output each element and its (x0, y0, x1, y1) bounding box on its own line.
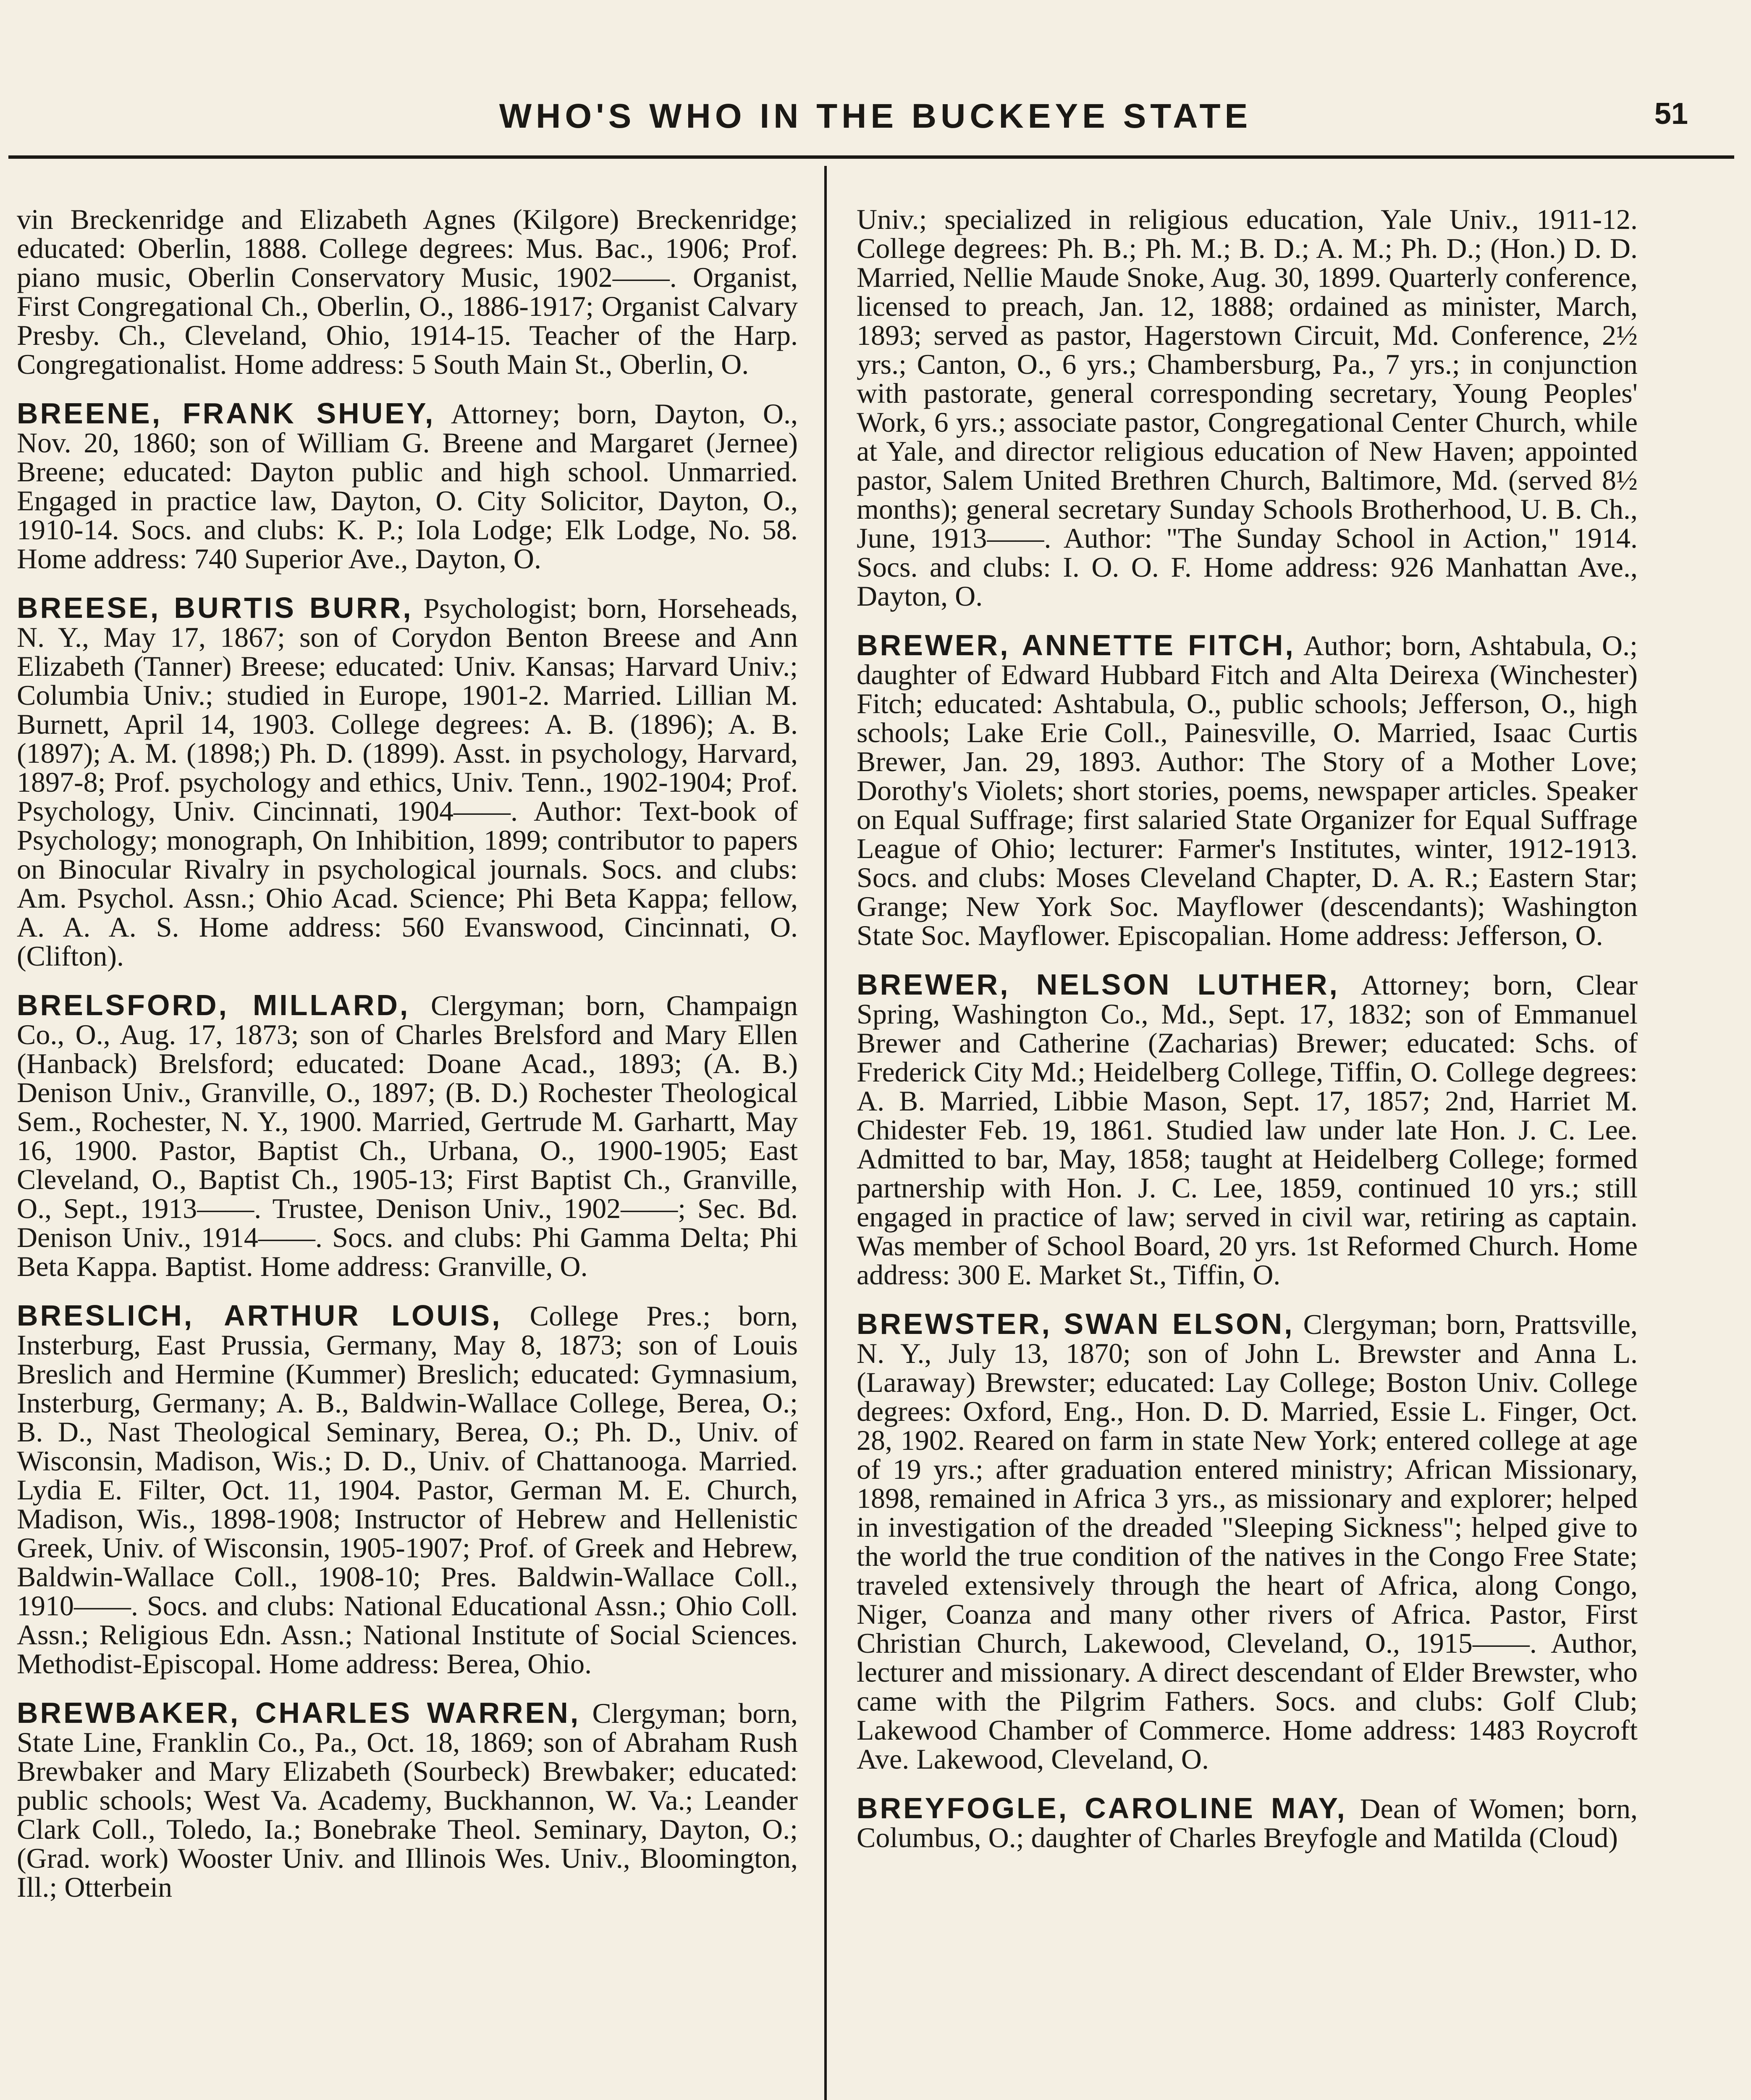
entry-text: vin Breckenridge and Elizabeth Agnes (Kilgore) Breckenridge; educated: Oberlin, 1888. College degrees: Mus. Bac., 1906; Prof. piano music, Oberlin Conservatory Music, 1902——. Organist, First Congregational Ch., Oberlin, O., 1886-1917; Organist Calvary Presby. Ch., Cleveland, Ohio, 1914-15. Teacher of the Harp. Congregationalist. Home address: 5 South Main St., Oberlin, O. (17, 205, 798, 380)
right-column (857, 205, 1638, 2100)
header-rule (8, 155, 1734, 159)
entry-name: BRELSFORD, MILLARD, (17, 989, 410, 1021)
entry-text: Dean of Women; born, Columbus, O.; daughter of Charles Breyfogle and Matilda (Cloud) (857, 1793, 1638, 1853)
entry-text: Attorney; born, Clear Spring, Washington Co., Md., Sept. 17, 1832; son of Emmanuel Brewer and Catherine (Zacharias) Brewer; educated: Schs. of Frederick City Md.; Heidelberg College, Tiffin, O. College degrees: A. B. Married, Libbie Mason, Sept. 17, 1857; 2nd, Harriet M. Chidester Feb. 19, 1861. Studied law under late Hon. J. C. Lee. Admitted to bar, May, 1858; taught at Heidelberg College; formed partnership with Hon. J. C. Lee, 1859, continued 10 yrs.; still engaged in practice of law; served in civil war, retiring as captain. Was member of School Board, 20 yrs. 1st Reformed Church. Home address: 300 E. Market St., Tiffin, O. (857, 969, 1638, 1291)
entry-breslich (17, 1301, 798, 1678)
column-divider (824, 166, 827, 2100)
entry-brewer-annette (857, 631, 1638, 950)
entry-text: College Pres.; born, Insterburg, East Prussia, Germany, May 8, 1873; son of Louis Breslich and Hermine (Kummer) Breslich; educated: Gymnasium, Insterburg, Germany; A. B., Baldwin-Wallace College, Berea, O.; B. D., Nast Theological Seminary, Berea, O.; Ph. D., Univ. of Wisconsin, Madison, Wis.; D. D., Univ. of Chattanooga. Married. Lydia E. Filter, Oct. 11, 1904. Pastor, German M. E. Church, Madison, Wis., 1898-1908; Instructor of Hebrew and Hellenistic Greek, Univ. of Wisconsin, 1905-1907; Prof. of Greek and Hebrew, Baldwin-Wallace Coll., 1908-10; Pres. Baldwin-Wallace Coll., 1910——. Socs. and clubs: National Educational Assn.; Ohio Coll. Assn.; Religious Edn. Assn.; National Institute of Social Sciences. Methodist-Episcopal. Home address: Berea, Ohio. (17, 1300, 798, 1680)
entry-name: BREWER, NELSON LUTHER, (857, 968, 1339, 1001)
entry-name: BREWER, ANNETTE FITCH, (857, 629, 1295, 662)
continued-entry (17, 205, 798, 379)
entry-breyfogle (857, 1794, 1638, 1852)
page-number: 51 (1654, 97, 1688, 131)
entry-text: Psychologist; born, Horseheads, N. Y., May 17, 1867; son of Corydon Benton Breese and Ann Elizabeth (Tanner) Breese; educated: Univ. Kansas; Harvard Univ.; Columbia Univ.; studied in Europe, 1901-2. Married. Lillian M. Burnett, April 14, 1903. College degrees: A. B. (1896); A. B. (1897); A. M. (1898;) Ph. D. (1899). Asst. in psychology, Harvard, 1897-8; Prof. psychology and ethics, Univ. Tenn., 1902-1904; Prof. Psychology, Univ. Cincinnati, 1904——. Author: Text-book of Psychology; monograph, On Inhibition, 1899; contributor to papers on Binocular Rivalry in psychological journals. Socs. and clubs: Am. Psychol. Assn.; Ohio Acad. Science; Phi Beta Kappa; fellow, A. A. A. S. Home address: 560 Evanswood, Cincinnati, O. (Clifton). (17, 592, 798, 972)
entry-text: Attorney; born, Dayton, O., Nov. 20, 1860; son of William G. Breene and Margaret (Jernee) Breene; educated: Dayton public and high school. Unmarried. Engaged in practice law, Dayton, O. City Solicitor, Dayton, O., 1910-14. Socs. and clubs: K. P.; Iola Lodge; Elk Lodge, No. 58. Home address: 740 Superior Ave., Dayton, O. (17, 398, 798, 575)
entry-brewster (857, 1307, 1638, 1775)
entry-brelsford (17, 991, 798, 1281)
entry-breese (17, 593, 798, 971)
entry-name: BRESLICH, ARTHUR LOUIS, (17, 1299, 502, 1332)
entry-text: Clergyman; born, Prattsville, N. Y., July 13, 1870; son of John L. Brewster and Anna L. (Laraway) Brewster; educated: Lay College; Boston Univ. College degrees: Oxford, Eng., Hon. D. D. Married, Essie L. Finger, Oct. 28, 1902. Reared on farm in state New York; entered college at age of 19 yrs.; after graduation entered ministry; African Missionary, 1898, remained in Africa 3 yrs., as missionary and explorer; helped in investigation of the dreaded "Sleeping Sickness"; helped give to the world the true condition of the natives in the Congo Free State; traveled extensively through the heart of Africa, along Congo, Niger, Coanza and many other rivers of Africa. Pastor, First Christian Church, Lakewood, Cleveland, O., 1915——. Author, lecturer and missionary. A direct descendant of Elder Brewster, who came with the Pilgrim Fathers. Socs. and clubs: Golf Club; Lakewood Chamber of Commerce. Home address: 1483 Roycroft Ave. Lakewood, Cleveland, O. (857, 1308, 1638, 1775)
entry-text: Clergyman; born, State Line, Franklin Co., Pa., Oct. 18, 1869; son of Abraham Rush Brewbaker and Mary Elizabeth (Sourbeck) Brewbaker; educated: public schools; West Va. Academy, Buckhannon, W. Va.; Leander Clark Coll., Toledo, Ia.; Bonebrake Theol. Seminary, Dayton, O.; (Grad. work) Wooster Univ. and Illinois Wes. Univ., Bloomington, Ill.; Otterbein (17, 1697, 798, 1903)
entry-name: BREYFOGLE, CAROLINE MAY, (857, 1792, 1347, 1824)
page-header (17, 92, 1734, 147)
continued-entry (857, 205, 1638, 611)
entry-name: BREENE, FRANK SHUEY, (17, 397, 435, 430)
left-column (17, 205, 798, 2100)
entry-text: Clergyman; born, Champaign Co., O., Aug. 17, 1873; son of Charles Brelsford and Mary Ellen (Hanback) Brelsford; educated: Doane Acad., 1893; (A. B.) Denison Univ., Granville, O., 1897; (B. D.) Rochester Theological Sem., Rochester, N. Y., 1900. Married, Gertrude M. Garhartt, May 16, 1900. Pastor, Baptist Ch., Urbana, O., 1900-1905; East Cleveland, O., Baptist Ch., 1905-13; First Baptist Ch., Granville, O., Sept., 1913——. Trustee, Denison Univ., 1902——; Sec. Bd. Denison Univ., 1914——. Socs. and clubs: Phi Gamma Delta; Phi Beta Kappa. Baptist. Home address: Granville, O. (17, 990, 798, 1282)
entry-breene (17, 399, 798, 573)
entry-text: Author; born, Ashtabula, O.; daughter of Edward Hubbard Fitch and Alta Deirexa (Winchester) Fitch; educated: Ashtabula, O., public schools; Jefferson, O., high schools; Lake Erie Coll., Painesville, O. Married, Isaac Curtis Brewer, Jan. 29, 1893. Author: The Story of a Mother Love; Dorothy's Violets; short stories, poems, newspaper articles. Speaker on Equal Suffrage; first salaried State Organizer for Equal Suffrage League of Ohio; lecturer: Farmer's Institutes, winter, 1912-1913. Socs. and clubs: Moses Cleveland Chapter, D. A. R.; Eastern Star; Grange; New York Soc. Mayflower (descendants); Washington State Soc. Mayflower. Episcopalian. Home address: Jefferson, O. (857, 630, 1638, 951)
entry-name: BREWBAKER, CHARLES WARREN, (17, 1696, 581, 1729)
entry-name: BREWSTER, SWAN ELSON, (857, 1307, 1295, 1340)
entry-name: BREESE, BURTIS BURR, (17, 591, 413, 624)
entry-text: Univ.; specialized in religious education, Yale Univ., 1911-12. College degrees: Ph. B.; Ph. M.; B. D.; A. M.; Ph. D.; (Hon.) D. D. Married, Nellie Maude Snoke, Aug. 30, 1899. Quarterly conference, licensed to preach, Jan. 12, 1888; ordained as minister, March, 1893; served as pastor, Hagerstown Circuit, Md. Conference, 2½ yrs.; Canton, O., 6 yrs.; Chambersburg, Pa., 7 yrs.; in conjunction with pastorate, general corresponding secretary, Young Peoples' Work, 6 yrs.; associate pastor, Congregational Center Church, while at Yale, and director religious education of New Haven; appointed pastor, Salem United Brethren Church, Baltimore, Md. (served 8½ months); general secretary Sunday Schools Brotherhood, U. B. Ch., June, 1913——. Author: "The Sunday School in Action," 1914. Socs. and clubs: I. O. O. F. Home address: 926 Manhattan Ave., Dayton, O. (857, 205, 1638, 612)
running-title: WHO'S WHO IN THE BUCKEYE STATE (499, 97, 1252, 135)
entry-brewbaker (17, 1698, 798, 1902)
entry-brewer-nelson (857, 970, 1638, 1289)
